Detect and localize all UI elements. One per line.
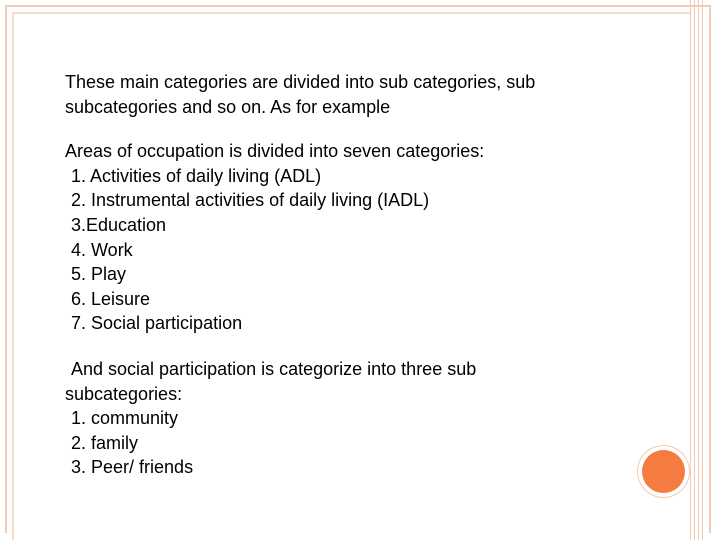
areas-list-item: 4. Work [71, 239, 133, 260]
social-section [65, 357, 665, 480]
areas-list-item: 2. Instrumental activities of daily living (IADL) [71, 190, 430, 211]
decorative-rail-line [698, 0, 699, 540]
intro-paragraph [65, 70, 665, 119]
areas-heading: Areas of occupation is divided into seven categories: [65, 141, 485, 162]
areas-list-item: 1. Activities of daily living (ADL) [71, 165, 322, 186]
decorative-rail-line [690, 0, 691, 540]
intro-line-1: These main categories are divided into sub categories, sub [65, 72, 536, 92]
social-list-item: 2. family [71, 432, 139, 453]
decorative-rail-line [694, 0, 695, 540]
social-heading-line-1: And social participation is categorize into three sub [71, 358, 477, 379]
decorative-inner-border-left [12, 12, 14, 540]
social-list-item: 3. Peer/ friends [71, 457, 194, 478]
slide-body [65, 70, 665, 480]
social-list-item: 1. community [71, 408, 179, 429]
areas-list-item: 3.Education [71, 214, 167, 235]
decorative-rail-line [702, 0, 703, 540]
areas-section [65, 139, 665, 336]
social-heading-line-2: subcategories: [65, 383, 183, 404]
decorative-inner-border-top [12, 12, 690, 14]
intro-line-2: subcategories and so on. As for example [65, 96, 391, 117]
areas-list-item: 5. Play [71, 264, 127, 285]
areas-list-item: 6. Leisure [71, 288, 151, 309]
areas-list-item: 7. Social participation [71, 313, 243, 334]
